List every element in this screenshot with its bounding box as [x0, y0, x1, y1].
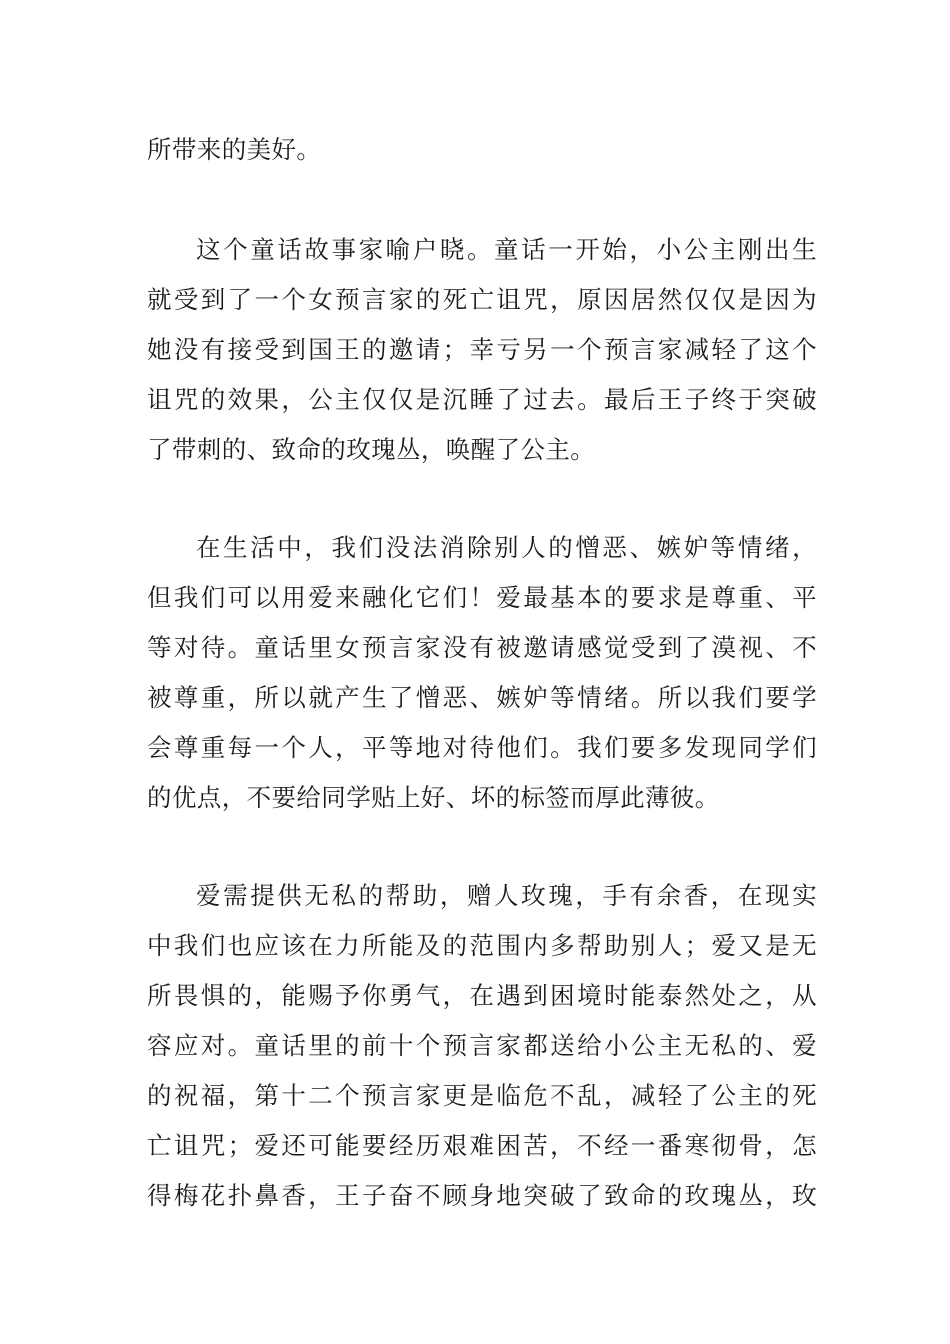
paragraph-4-line-3: 所畏惧的，能赐予你勇气，在遇到困境时能泰然处之，从	[147, 981, 817, 1010]
paragraph-3-line-5: 会尊重每一个人，平等地对待他们。我们要多发现同学们	[147, 733, 817, 762]
paragraph-3-line-2: 但我们可以用爱来融化它们！爱最基本的要求是尊重、平	[147, 583, 817, 612]
paragraph-2-line-4: 诅咒的效果，公主仅仅是沉睡了过去。最后王子终于突破	[147, 385, 817, 414]
paragraph-2-line-2: 就受到了一个女预言家的死亡诅咒，原因居然仅仅是因为	[147, 285, 817, 314]
paragraph-3-line-1: 在生活中，我们没法消除别人的憎恶、嫉妒等情绪，	[196, 533, 817, 562]
paragraph-4-line-1: 爱需提供无私的帮助，赠人玫瑰，手有余香，在现实	[196, 881, 817, 910]
paragraph-2-line-1: 这个童话故事家喻户晓。童话一开始，小公主刚出生	[196, 235, 817, 264]
paragraph-2-line-5: 了带刺的、致命的玫瑰丛，唤醒了公主。	[147, 435, 596, 464]
paragraph-3-line-3: 等对待。童话里女预言家没有被邀请感觉受到了漠视、不	[147, 633, 817, 662]
paragraph-4-line-7: 得梅花扑鼻香，王子奋不顾身地突破了致命的玫瑰丛，玫	[147, 1181, 817, 1210]
paragraph-3-line-4: 被尊重，所以就产生了憎恶、嫉妒等情绪。所以我们要学	[147, 683, 817, 712]
paragraph-4-line-6: 亡诅咒；爱还可能要经历艰难困苦，不经一番寒彻骨，怎	[147, 1131, 817, 1160]
paragraph-1-line-1: 所带来的美好。	[147, 135, 322, 164]
paragraph-4-line-2: 中我们也应该在力所能及的范围内多帮助别人；爱又是无	[147, 931, 817, 960]
paragraph-4-line-5: 的祝福，第十二个预言家更是临危不乱，减轻了公主的死	[147, 1081, 817, 1110]
paragraph-2-line-3: 她没有接受到国王的邀请；幸亏另一个预言家减轻了这个	[147, 335, 817, 364]
paragraph-3-line-6: 的优点，不要给同学贴上好、坏的标签而厚此薄彼。	[147, 783, 720, 812]
paragraph-4-line-4: 容应对。童话里的前十个预言家都送给小公主无私的、爱	[147, 1031, 817, 1060]
